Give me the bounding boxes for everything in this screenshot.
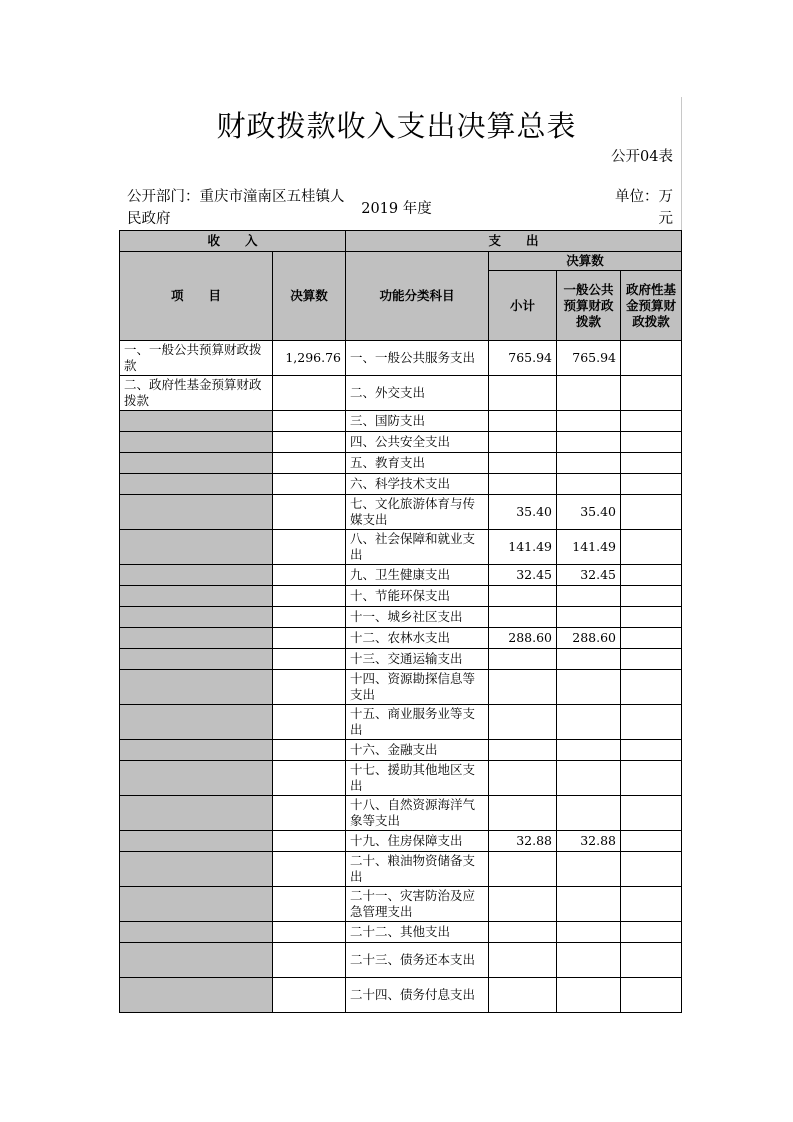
gov-fund-cell (621, 432, 682, 453)
func-subject-cell: 九、卫生健康支出 (346, 565, 489, 586)
income-amount-cell (273, 649, 346, 670)
income-item-cell (120, 565, 273, 586)
table-row (120, 649, 682, 670)
income-item-cell (120, 432, 273, 453)
func-subject-cell: 三、国防支出 (346, 411, 489, 432)
income-item-cell (120, 796, 273, 831)
table-row (120, 943, 682, 978)
income-amount-cell: 1,296.76 (273, 341, 346, 376)
gov-fund-cell (621, 649, 682, 670)
subtotal-cell: 32.45 (489, 565, 557, 586)
income-item-cell (120, 474, 273, 495)
general-budget-cell (557, 978, 621, 1013)
income-item-cell (120, 761, 273, 796)
gov-fund-header: 政府性基金预算财政拨款 (621, 271, 682, 341)
general-budget-cell (557, 943, 621, 978)
income-item-cell (120, 586, 273, 607)
gov-fund-cell (621, 586, 682, 607)
income-item-cell (120, 943, 273, 978)
table-row (120, 887, 682, 922)
subtotal-cell (489, 607, 557, 628)
income-amount-cell (273, 495, 346, 530)
income-item-cell (120, 705, 273, 740)
general-budget-cell: 35.40 (557, 495, 621, 530)
func-subject-cell: 二十三、债务还本支出 (346, 943, 489, 978)
general-budget-cell (557, 796, 621, 831)
table-row (120, 852, 682, 887)
gov-fund-cell (621, 852, 682, 887)
general-budget-cell (557, 376, 621, 411)
income-item-cell (120, 740, 273, 761)
income-amount-cell (273, 887, 346, 922)
gov-fund-cell (621, 341, 682, 376)
gov-fund-cell (621, 530, 682, 565)
table-row (120, 670, 682, 705)
general-budget-cell (557, 705, 621, 740)
subtotal-cell (489, 705, 557, 740)
item-header: 项 目 (120, 252, 273, 341)
income-amount-cell (273, 740, 346, 761)
subtotal-cell (489, 432, 557, 453)
subtotal-cell: 765.94 (489, 341, 557, 376)
func-subject-cell: 十九、住房保障支出 (346, 831, 489, 852)
subtotal-header: 小计 (489, 271, 557, 341)
table-row (120, 628, 682, 649)
subtotal-cell: 32.88 (489, 831, 557, 852)
gov-fund-cell (621, 607, 682, 628)
gov-fund-cell (621, 670, 682, 705)
income-item-cell (120, 607, 273, 628)
general-budget-header: 一般公共预算财政拨款 (557, 271, 621, 341)
income-amount-cell (273, 586, 346, 607)
general-budget-cell (557, 887, 621, 922)
unit-label: 单位：万元 (615, 189, 673, 227)
income-item-cell (120, 530, 273, 565)
general-budget-cell: 288.60 (557, 628, 621, 649)
income-item-cell (120, 978, 273, 1013)
income-item-cell (120, 628, 273, 649)
gov-fund-cell (621, 740, 682, 761)
income-amount-cell (273, 796, 346, 831)
func-subject-cell: 一、一般公共服务支出 (346, 341, 489, 376)
table-row (120, 705, 682, 740)
income-item-cell (120, 411, 273, 432)
subtotal-cell (489, 670, 557, 705)
final-amount-header: 决算数 (489, 252, 682, 271)
table-row (120, 432, 682, 453)
form-code: 公开04表 (611, 149, 673, 165)
func-subject-cell: 八、社会保障和就业支出 (346, 530, 489, 565)
department-label: 公开部门：重庆市潼南区五桂镇人民政府 (127, 189, 345, 227)
income-item-cell (120, 649, 273, 670)
income-item-cell (120, 831, 273, 852)
income-amount-cell (273, 474, 346, 495)
func-subject-cell: 二十二、其他支出 (346, 922, 489, 943)
gov-fund-cell (621, 978, 682, 1013)
table-row (120, 740, 682, 761)
subtotal-cell (489, 453, 557, 474)
income-amount-cell (273, 922, 346, 943)
table-row (120, 796, 682, 831)
income-item-cell (120, 670, 273, 705)
table-row (120, 831, 682, 852)
table-row (120, 922, 682, 943)
table-row (120, 607, 682, 628)
general-budget-cell: 141.49 (557, 530, 621, 565)
func-subject-cell: 十八、自然资源海洋气象等支出 (346, 796, 489, 831)
income-amount-cell (273, 831, 346, 852)
table-row (120, 586, 682, 607)
subtotal-cell (489, 887, 557, 922)
subtotal-cell: 288.60 (489, 628, 557, 649)
func-subject-header: 功能分类科目 (346, 252, 489, 341)
gov-fund-cell (621, 705, 682, 740)
income-item-cell (120, 852, 273, 887)
gov-fund-cell (621, 943, 682, 978)
income-item-cell (120, 887, 273, 922)
gov-fund-cell (621, 376, 682, 411)
gov-fund-cell (621, 628, 682, 649)
gov-fund-cell (621, 495, 682, 530)
income-amount-cell (273, 565, 346, 586)
general-budget-cell (557, 474, 621, 495)
gov-fund-cell (621, 474, 682, 495)
subtotal-cell (489, 586, 557, 607)
table-row (120, 978, 682, 1013)
func-subject-cell: 十七、援助其他地区支出 (346, 761, 489, 796)
subtotal-cell (489, 761, 557, 796)
table-row (120, 474, 682, 495)
subtotal-cell (489, 474, 557, 495)
income-amount-cell (273, 943, 346, 978)
subtotal-cell (489, 796, 557, 831)
income-amount-cell (273, 705, 346, 740)
income-amount-cell (273, 453, 346, 474)
gov-fund-cell (621, 922, 682, 943)
func-subject-cell: 十四、资源勘探信息等支出 (346, 670, 489, 705)
income-amount-cell (273, 670, 346, 705)
income-amount-cell (273, 628, 346, 649)
income-amount-cell (273, 530, 346, 565)
func-subject-cell: 十五、商业服务业等支出 (346, 705, 489, 740)
func-subject-cell: 二十、粮油物资储备支出 (346, 852, 489, 887)
general-budget-cell (557, 761, 621, 796)
general-budget-cell (557, 453, 621, 474)
table-row (120, 376, 682, 411)
table-row (120, 411, 682, 432)
general-budget-cell (557, 922, 621, 943)
func-subject-cell: 十二、农林水支出 (346, 628, 489, 649)
func-subject-cell: 十六、金融支出 (346, 740, 489, 761)
subtotal-cell (489, 740, 557, 761)
income-item-cell: 二、政府性基金预算财政拨款 (120, 376, 273, 411)
fiscal-year: 2019 年度 (361, 201, 432, 217)
amount-header: 决算数 (273, 252, 346, 341)
func-subject-cell: 四、公共安全支出 (346, 432, 489, 453)
income-amount-cell (273, 432, 346, 453)
table-row (120, 565, 682, 586)
general-budget-cell: 765.94 (557, 341, 621, 376)
income-header: 收 入 (120, 231, 346, 252)
general-budget-cell: 32.88 (557, 831, 621, 852)
gov-fund-cell (621, 411, 682, 432)
gov-fund-cell (621, 761, 682, 796)
income-amount-cell (273, 761, 346, 796)
func-subject-cell: 二十四、债务付息支出 (346, 978, 489, 1013)
func-subject-cell: 六、科学技术支出 (346, 474, 489, 495)
income-item-cell: 一、一般公共预算财政拨款 (120, 341, 273, 376)
general-budget-cell (557, 411, 621, 432)
func-subject-cell: 十三、交通运输支出 (346, 649, 489, 670)
gov-fund-cell (621, 453, 682, 474)
general-budget-cell (557, 670, 621, 705)
table-row (120, 341, 682, 376)
gov-fund-cell (621, 796, 682, 831)
gov-fund-cell (621, 831, 682, 852)
subtotal-cell (489, 978, 557, 1013)
gov-fund-cell (621, 565, 682, 586)
document-title: 财政拨款收入支出决算总表 (216, 109, 577, 143)
general-budget-cell (557, 649, 621, 670)
expense-header: 支 出 (346, 231, 682, 252)
income-item-cell (120, 495, 273, 530)
general-budget-cell (557, 740, 621, 761)
func-subject-cell: 十、节能环保支出 (346, 586, 489, 607)
general-budget-cell (557, 432, 621, 453)
table-row (120, 761, 682, 796)
func-subject-cell: 二十一、灾害防治及应急管理支出 (346, 887, 489, 922)
budget-summary-table (119, 230, 682, 1013)
general-budget-cell (557, 852, 621, 887)
subtotal-cell (489, 411, 557, 432)
subtotal-cell (489, 376, 557, 411)
table-row (120, 453, 682, 474)
income-amount-cell (273, 607, 346, 628)
subtotal-cell (489, 943, 557, 978)
subtotal-cell: 141.49 (489, 530, 557, 565)
income-amount-cell (273, 411, 346, 432)
subtotal-cell (489, 922, 557, 943)
subtotal-cell (489, 649, 557, 670)
gov-fund-cell (621, 887, 682, 922)
income-amount-cell (273, 978, 346, 1013)
general-budget-cell: 32.45 (557, 565, 621, 586)
general-budget-cell (557, 607, 621, 628)
general-budget-cell (557, 586, 621, 607)
income-amount-cell (273, 376, 346, 411)
func-subject-cell: 五、教育支出 (346, 453, 489, 474)
subtotal-cell (489, 852, 557, 887)
func-subject-cell: 二、外交支出 (346, 376, 489, 411)
income-item-cell (120, 922, 273, 943)
income-item-cell (120, 453, 273, 474)
func-subject-cell: 七、文化旅游体育与传媒支出 (346, 495, 489, 530)
func-subject-cell: 十一、城乡社区支出 (346, 607, 489, 628)
subtotal-cell: 35.40 (489, 495, 557, 530)
table-row (120, 495, 682, 530)
table-row (120, 530, 682, 565)
income-amount-cell (273, 852, 346, 887)
